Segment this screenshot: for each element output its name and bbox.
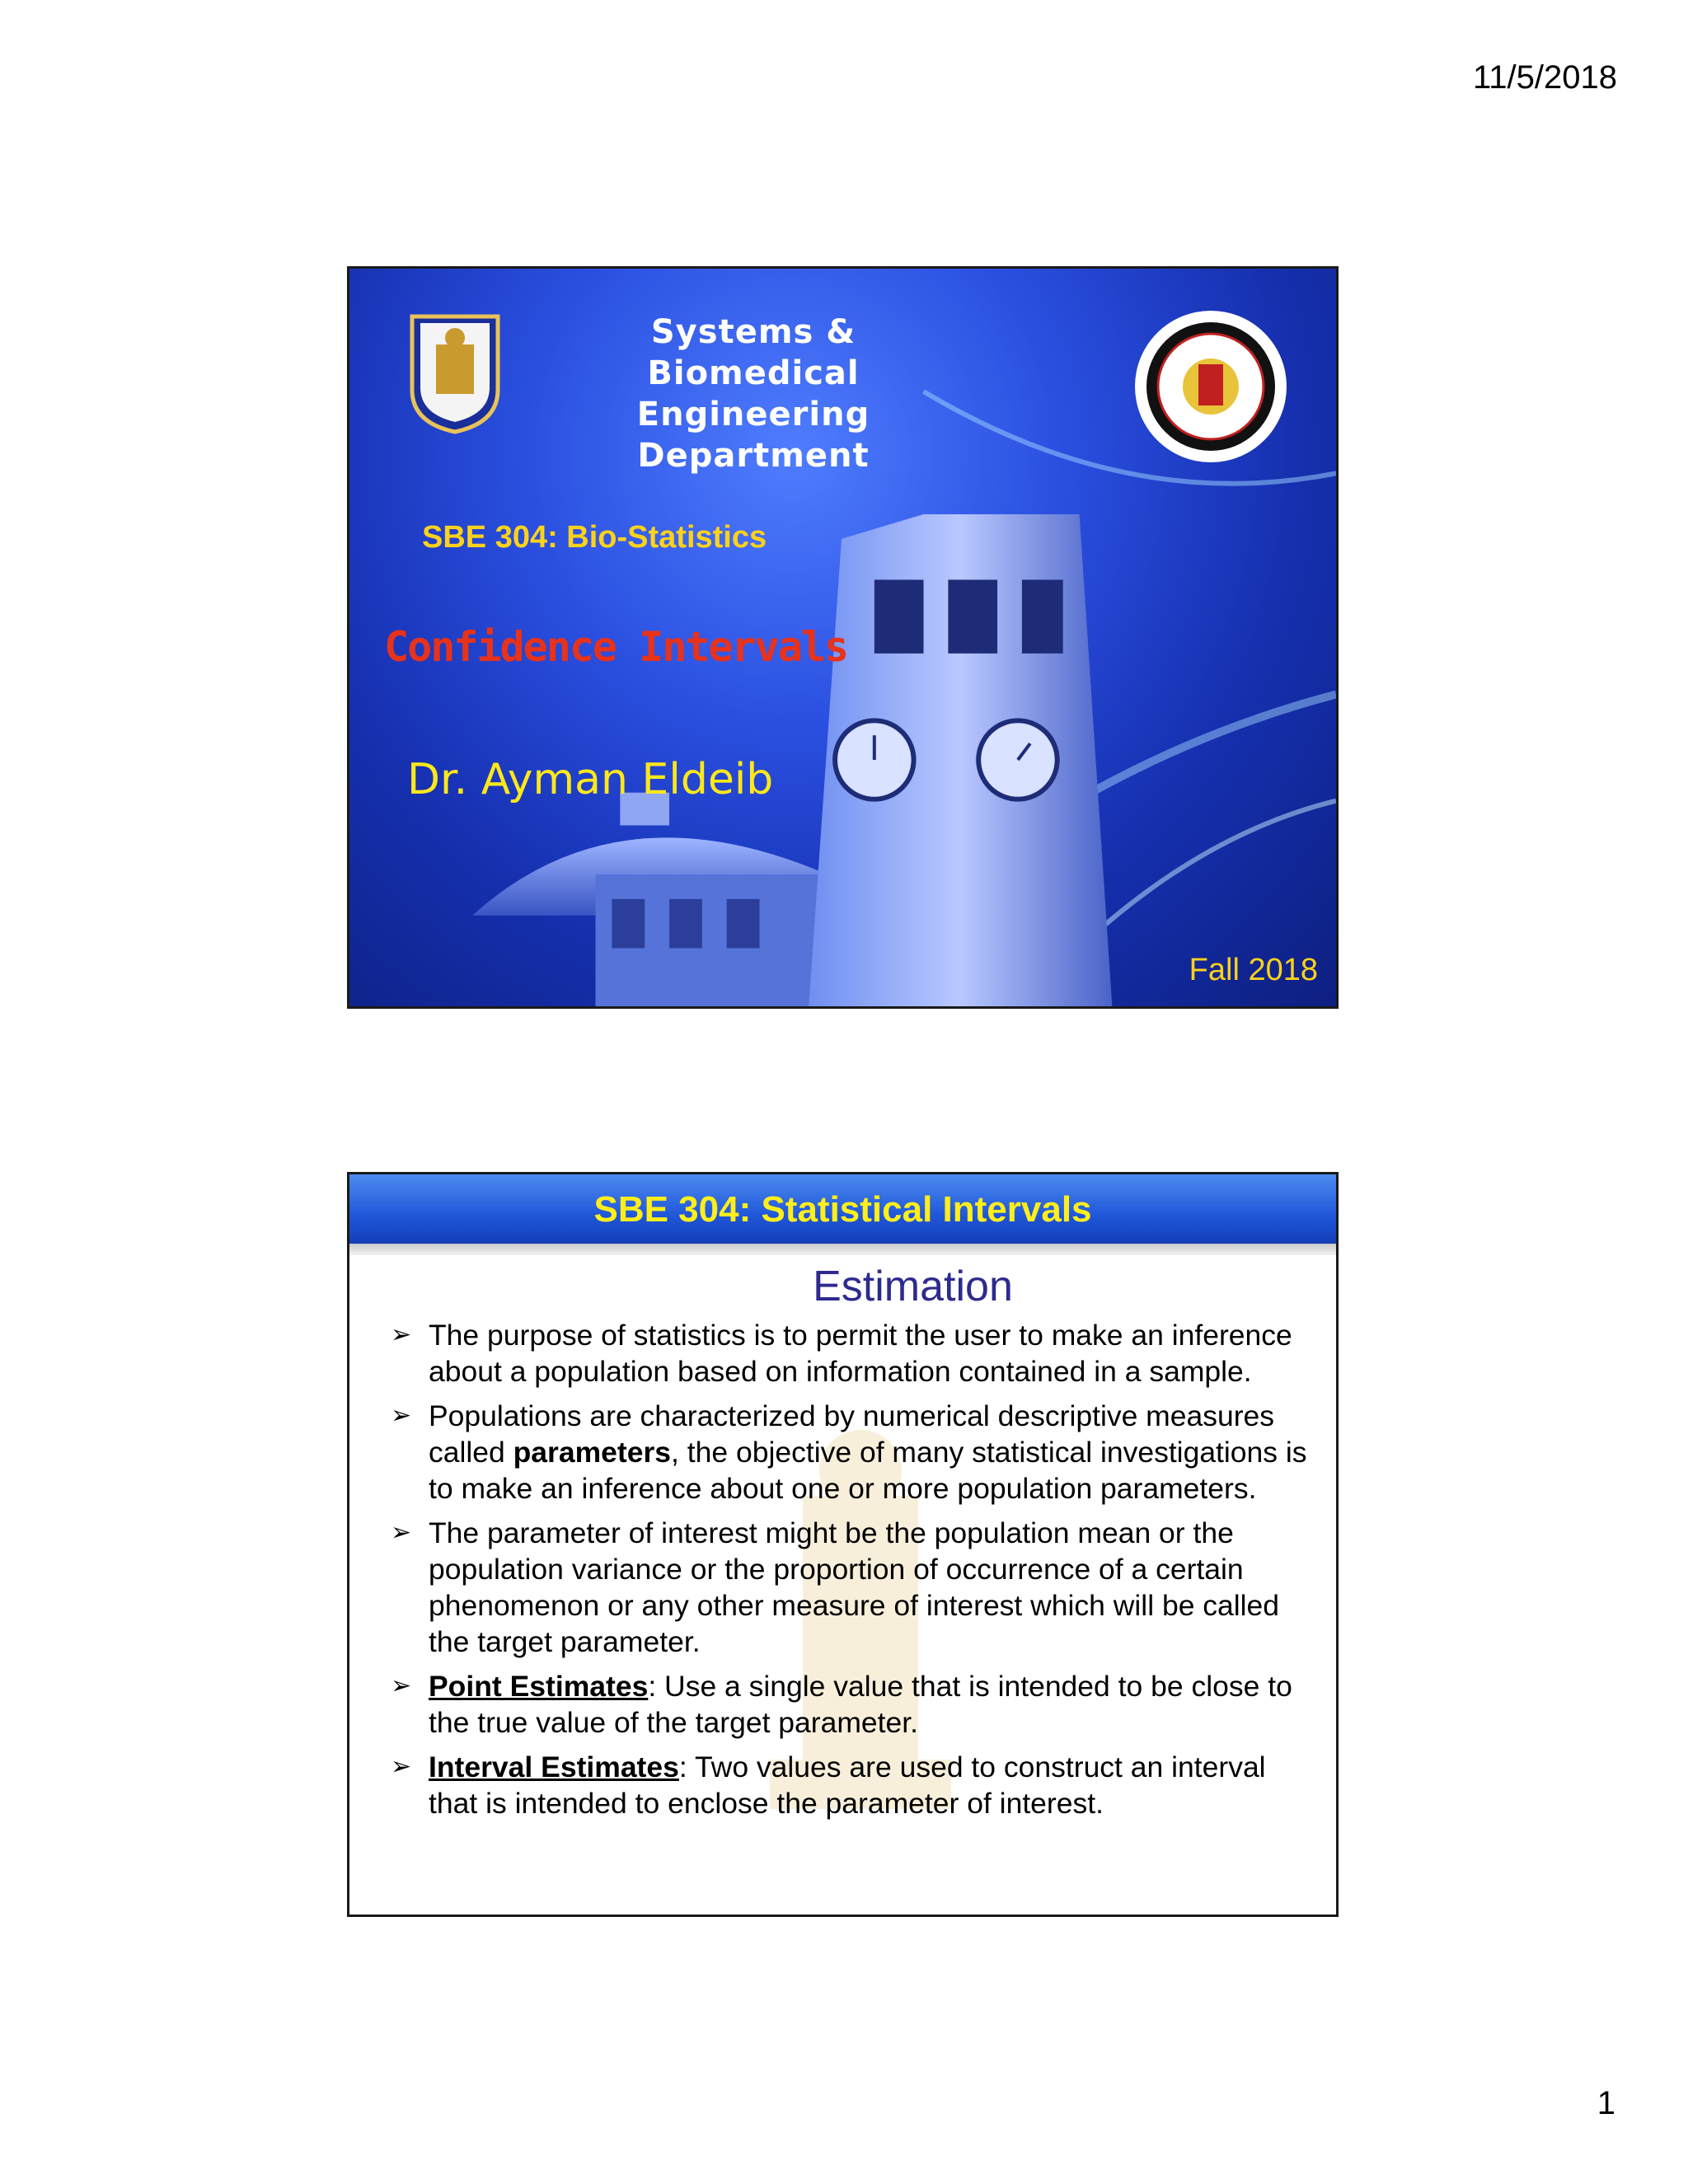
list-item	[391, 1749, 1322, 1821]
bullet-text: Populations are characterized by numerical descriptive measures called	[429, 1399, 1275, 1469]
arrow-bullet-icon: ➢	[391, 1321, 412, 1348]
slide-banner	[349, 1174, 1336, 1244]
banner-divider	[349, 1244, 1336, 1255]
bullet-text: The purpose of statistics is to permit the user to make an inference about a population based on information contained in a sample.	[429, 1319, 1292, 1388]
bullet-text: : Use a single value that is intended to be close to the true value of the target parameter.	[429, 1670, 1292, 1739]
bullet-text: , the objective of many statistical investigations is to make an inference about one or more population parameters.	[429, 1436, 1307, 1505]
engineering-faculty-seal	[1132, 308, 1289, 465]
cairo-university-logo	[407, 312, 503, 435]
page-number: 1	[1597, 2085, 1615, 2121]
title-slide	[347, 266, 1339, 1009]
list-item	[391, 1515, 1322, 1660]
estimation-slide	[347, 1172, 1339, 1917]
course-code: SBE 304: Bio-Statistics	[422, 520, 767, 555]
bullet-text: The parameter of interest might be the population mean or the population variance or the proportion of occurrence of a certain phenomenon or any other measure of interest which will be called the target parameter.	[429, 1516, 1280, 1658]
term-point-estimates: Point Estimates	[429, 1670, 649, 1703]
list-item	[391, 1398, 1322, 1507]
arrow-bullet-icon: ➢	[391, 1753, 412, 1780]
arrow-bullet-icon: ➢	[391, 1672, 412, 1699]
lecture-title: Confidence Intervals	[384, 623, 848, 671]
slide-heading: Estimation	[813, 1263, 1013, 1310]
banner-title: SBE 304: Statistical Intervals	[593, 1189, 1092, 1230]
semester-label: Fall 2018	[1189, 953, 1318, 987]
page-date: 11/5/2018	[1473, 59, 1617, 96]
list-item	[391, 1668, 1322, 1741]
arrow-bullet-icon: ➢	[391, 1402, 412, 1429]
list-item	[391, 1317, 1322, 1390]
bold-term: parameters	[513, 1436, 672, 1469]
bullet-list	[391, 1317, 1322, 1830]
term-interval-estimates: Interval Estimates	[429, 1750, 679, 1783]
department-name: Systems & Biomedical Engineering Department	[636, 313, 870, 475]
arrow-bullet-icon: ➢	[391, 1519, 412, 1546]
bullet-text: : Two values are used to construct an interval that is intended to enclose the parameter of interest.	[429, 1750, 1266, 1820]
lecturer-name: Dr. Ayman Eldeib	[407, 755, 774, 804]
